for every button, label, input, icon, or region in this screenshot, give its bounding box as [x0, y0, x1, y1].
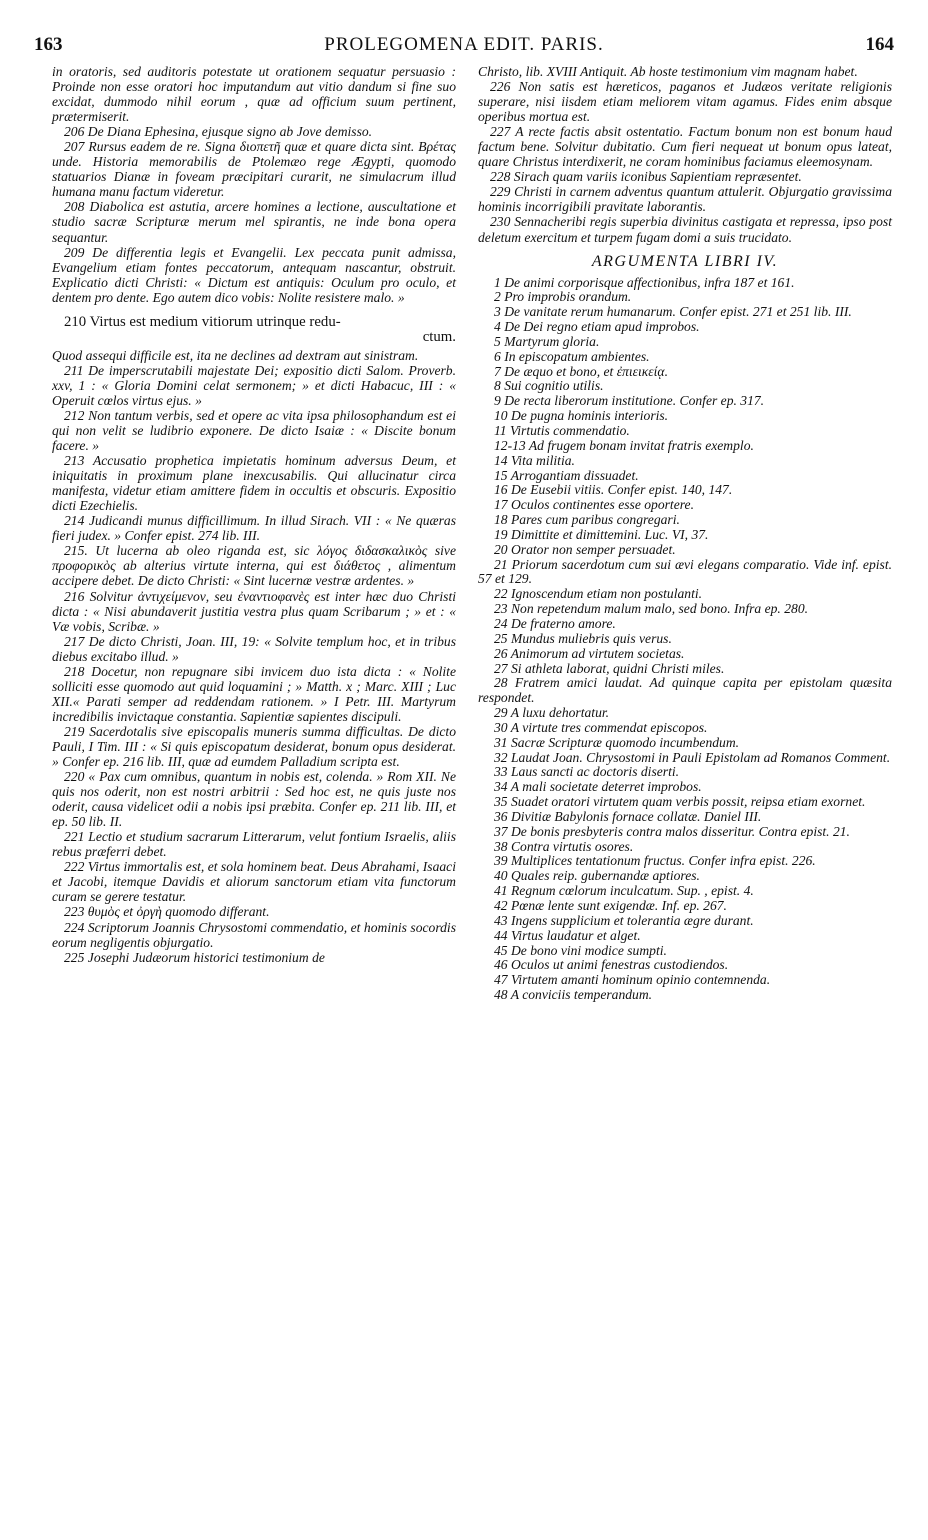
- list-item: 1 De animi corporisque affectionibus, infra 187 et 161.: [494, 274, 795, 290]
- list-item: 40 Quales reip. gubernandæ aptiores.: [494, 868, 700, 884]
- list-item: 28 Fratrem amici laudat. Ad quinque capita per epistolam quæsita respondet.: [478, 675, 892, 706]
- list-item: 9 De recta liberorum institutione. Confer ep. 317.: [494, 393, 765, 409]
- list-item: 22 Ignoscendum etiam non postulanti.: [494, 586, 703, 602]
- left-column: [52, 64, 456, 965]
- paragraph: 225 Josephi Judæorum historici testimonium de: [64, 949, 325, 965]
- list-item: 47 Virtutem amanti hominum opinio contemnenda.: [494, 972, 771, 988]
- list-item: 3 De vanitate rerum humanarum. Confer epist. 271 et 251 lib. III.: [494, 304, 852, 320]
- list-item: 35 Suadet oratori virtutem quam verbis possit, reipsa etiam exornet.: [494, 794, 866, 810]
- paragraph: 229 Christi in carnem adventus quantum attulerit. Objurgatio gravissima hominis incorrigibili pravitate laborantis.: [478, 184, 892, 215]
- paragraph: 218 Docetur, non repugnare sibi invicem duo ista dicta : « Nolite solliciti esse quomodo aut quid loquamini ; » Matth. x ; Marc. XIII ; Luc XII.« Parati semper ad reddendam rationem. » I Petr. III. Martyrum incredibilis invictaque constantia. Sapientiæ sapientes discipuli.: [52, 663, 456, 724]
- paragraph: 214 Judicandi munus difficillimum. In illud Sirach. VII : « Ne quæras fieri judex. » Confer epist. 274 lib. III.: [52, 513, 456, 544]
- right-column: [478, 64, 892, 1003]
- list-item: 26 Animorum ad virtutem societas.: [494, 645, 685, 661]
- list-item: 36 Divitiæ Babylonis fornace collatæ. Daniel III.: [494, 808, 762, 824]
- paragraph: 227 A recte factis absit ostentatio. Factum bonum non est bonum haud factum bene. Solvitur dubitatio. Cum fieri nequeat ut bonum opus lateat, quare Christus interdixerit, ne coram hominibus faciamus eleemosynam.: [478, 124, 892, 170]
- list-item: 44 Virtus laudatur et alget.: [494, 927, 641, 943]
- paragraph: 221 Lectio et studium sacrarum Litterarum, velut fontium Israelis, aliis rebus præferri debet.: [52, 829, 456, 860]
- list-item: 20 Orator non semper persuadet.: [494, 541, 676, 557]
- paragraph: 228 Sirach quam variis iconibus Sapientiam repræsentet.: [490, 169, 802, 185]
- list-item: 30 A virtute tres commendat episcopos.: [494, 719, 708, 735]
- list-item: 11 Virtutis commendatio.: [494, 423, 630, 438]
- paragraph: 224 Scriptorum Joannis Chrysostomi commendatio, et hominis socordis eorum negligentis objurgatio.: [52, 919, 456, 950]
- list-item: 7 De æquo et bono, et ἐπιεικείᾳ.: [494, 363, 668, 379]
- paragraph: 209 De differentia legis et Evangelii. Lex peccata punit admissa, Evangelium etiam fontes peccatorum, antequam nascantur, obstruit. Explicatio dicti Christi: « Dictum est antiquis: Oculum pro oculo, et dentem pro dente. Ego autem dico vobis: Nolite resistere malo. »: [52, 244, 456, 305]
- paragraph: 215. Ut lucerna ab oleo riganda est, sic λόγος διδασκαλικὸς sive προφορικὸς ab alterius virtute interna, qui est διάθετος , alimentum accipere debet. De dicto Christi: « Sint lucernæ vestræ ardentes. »: [52, 543, 456, 589]
- list-item: 39 Multiplices tentationum fructus. Confer infra epist. 226.: [494, 853, 816, 869]
- argumenta-heading: ARGUMENTA LIBRI IV.: [591, 252, 779, 270]
- paragraph: 212 Non tantum verbis, sed et opere ac vita ipsa philosophandum est ei qui non velit se ludibrio exponere. De dicto Isaiæ : « Discite bonum facere. »: [52, 407, 456, 454]
- list-item: 27 Si athleta laborat, quidni Christi miles.: [494, 660, 725, 676]
- section-heading-continuation: ctum.: [422, 328, 456, 345]
- list-item: 25 Mundus muliebris quis verus.: [494, 630, 672, 646]
- paragraph: 213 Accusatio prophetica impietatis hominum adversus Deum, et iniquitatis in proximum plane inexcusabilis. Qui allucinatur circa manifesta, videtur etiam amittere fidem in occultis et obscuris. Expositio dicti Ezechielis.: [52, 453, 456, 514]
- list-item: 10 De pugna hominis interioris.: [494, 408, 669, 424]
- list-item: 37 De bonis presbyteris contra malos disseritur. Contra epist. 21.: [494, 823, 850, 839]
- paragraph: 216 Solvitur ἀντιχείμενον, seu ἐναντιοφανὲς est inter hæc duo Christi dicta : « Nisi abundaverit justitia vestra plus quam Scribarum ; » et : « Væ vobis, Scribæ. »: [52, 588, 456, 634]
- paragraph: 206 De Diana Ephesina, ejusque signo ab Jove demisso.: [64, 124, 373, 140]
- page-number-right: 164: [865, 34, 894, 55]
- page-number-left: 163: [34, 34, 63, 55]
- list-item: 48 A conviciis temperandum.: [494, 987, 653, 1003]
- section-heading: 210 Virtus est medium vitiorum utrinque redu-: [64, 313, 341, 330]
- list-item: 8 Sui cognitio utilis.: [494, 378, 604, 394]
- list-item: 17 Oculos continentes esse oportere.: [494, 497, 694, 513]
- list-item: 41 Regnum cœlorum inculcatum. Sup. , epist. 4.: [494, 883, 754, 899]
- list-item: 46 Oculos ut animi fenestras custodiendos.: [494, 957, 729, 973]
- list-item: 29 A luxu dehortatur.: [494, 705, 610, 721]
- list-item: 14 Vita militia.: [494, 452, 575, 468]
- list-item: 15 Arrogantiam dissuadet.: [494, 467, 639, 483]
- paragraph: in oratoris, sed auditoris potestate ut orationem sequatur persuasio : Proinde non esse oratori hoc imputandum aut vitio dandum si fine suo excidat, dummodo nihil eorum , quæ ad officium suum pertinent, prætermiserit.: [52, 64, 456, 125]
- list-item: 43 Ingens supplicium et tolerantia ægre durant.: [494, 912, 754, 928]
- list-item: 19 Dimittite et dimittemini. Luc. VI, 37.: [494, 526, 709, 542]
- paragraph: Quod assequi difficile est, ita ne declines ad dextram aut sinistram.: [52, 347, 419, 363]
- paragraph: 217 De dicto Christi, Joan. III, 19: « Solvite templum hoc, et in tribus diebus excitabo illud. »: [52, 633, 456, 664]
- list-item: 4 De Dei regno etiam apud improbos.: [494, 319, 700, 335]
- paragraph: 208 Diabolica est astutia, arcere homines a lectione, auscultatione et studio sacræ Scripturæ merum mel spirantis, ne inde bona opera sequantur.: [52, 199, 456, 245]
- paragraph: 220 « Pax cum omnibus, quantum in nobis est, colenda. » Rom XII. Ne quis nos oderit, non est nostri arbitrii : Sed hoc est, ne quis juste nos oderit, causa videlicet odii a nobis ipsi præbita. Confer ep. 211 lib. III, et ep. 50 lib. II.: [52, 769, 456, 830]
- list-item: 34 A mali societate deterret improbos.: [494, 779, 702, 795]
- list-item: 21 Priorum sacerdotum cum sui ævi elegans comparatio. Vide inf. epist. 57 et 129.: [478, 556, 892, 587]
- argumenta-list: [478, 276, 892, 1003]
- paragraph: 230 Sennacheribi regis superbia divinitus castigata et repressa, ipso post deletum exercitum et turpem fugam domi a suis trucidato.: [478, 214, 892, 245]
- paragraph: 226 Non satis est hæreticos, paganos et Judæos veritate religionis superare, nisi iisdem etiam meliorem vitam agamus. Fides enim absque operibus mortua est.: [478, 79, 892, 125]
- list-item: 6 In episcopatum ambientes.: [494, 348, 650, 364]
- list-item: 31 Sacræ Scripturæ quomodo incumbendum.: [494, 734, 740, 750]
- page-header: [34, 34, 894, 60]
- paragraph: 222 Virtus immortalis est, et sola hominem beat. Deus Abrahami, Isaaci et Jacobi, itemque Davidis et aliorum sanctorum etiam vita functorum curam se gerere testatur.: [52, 859, 456, 905]
- list-item: 38 Contra virtutis osores.: [494, 838, 634, 854]
- list-item: 33 Laus sancti ac doctoris diserti.: [494, 764, 680, 780]
- list-item: 23 Non repetendum malum malo, sed bono. Infra ep. 280.: [494, 601, 809, 617]
- list-item: 32 Laudat Joan. Chrysostomi in Pauli Epistolam ad Romanos Comment.: [494, 749, 891, 765]
- paragraph: Christo, lib. XVIII Antiquit. Ab hoste testimonium vim magnam habet.: [478, 64, 858, 79]
- paragraph: 223 θυμὸς et ὀργὴ quomodo differant.: [64, 904, 270, 920]
- list-item: 16 De Eusebii vitiis. Confer epist. 140, 147.: [494, 482, 733, 498]
- list-item: 42 Pœnæ lente sunt exigendæ. Inf. ep. 267.: [494, 898, 727, 913]
- list-item: 18 Pares cum paribus congregari.: [494, 512, 680, 528]
- list-item: 24 De fraterno amore.: [494, 615, 616, 631]
- list-item: 2 Pro improbis orandum.: [494, 289, 632, 305]
- paragraph: 207 Rursus eadem de re. Signa διοπετῆ quæ et quare dicta sint. Βρέτας unde. Historia memorabilis de Ptolemæo rege Ægypti, quomodo statuarios Dianæ in foveam præcipitari curarit, ne simulacrum illud humana manu factum videretur.: [52, 139, 456, 200]
- list-item: 12-13 Ad frugem bonam invitat fratris exemplo.: [494, 437, 754, 453]
- list-item: 5 Martyrum gloria.: [494, 333, 600, 349]
- running-title: PROLEGOMENA EDIT. PARIS.: [324, 34, 604, 55]
- paragraph: 211 De imperscrutabili majestate Dei; expositio dicti Salom. Proverb. xxv, 1 : « Gloria Domini celat sermonem; » et dicti Habacuc, III : « Operuit cœlos virtus ejus. »: [52, 362, 456, 408]
- paragraph: 219 Sacerdotalis sive episcopalis muneris summa difficultas. De dicto Pauli, I Tim. III : « Si quis episcopatum desiderat, bonum opus desiderat. » Confer ep. 216 lib. III, quæ ad eumdem Palladium scripta est.: [52, 723, 456, 770]
- list-item: 45 De bono vini modice sumpti.: [494, 942, 667, 958]
